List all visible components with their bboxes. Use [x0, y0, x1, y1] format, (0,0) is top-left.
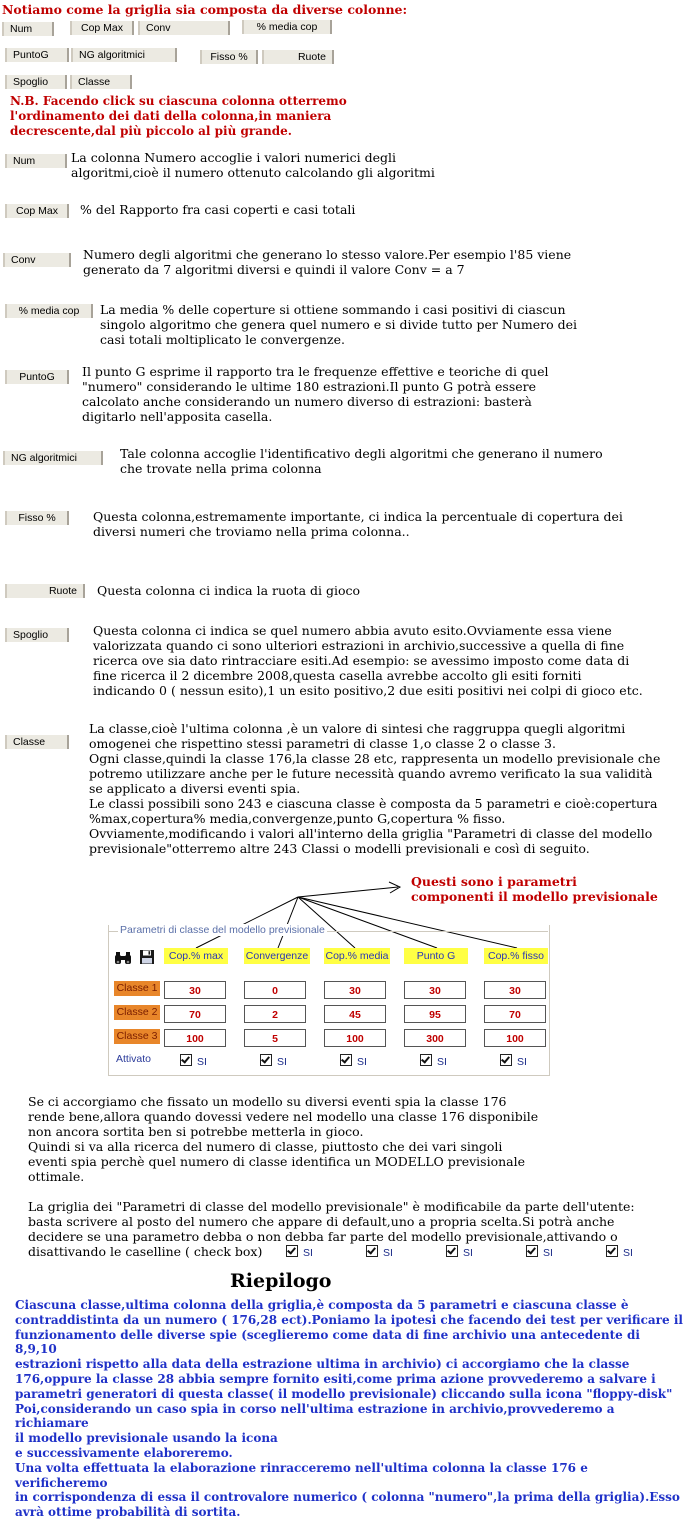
desc-cop-max: % del Rapporto fra casi coperti e casi totali — [80, 202, 356, 217]
label-classe: Classe — [5, 735, 69, 749]
classe-2-cop-max[interactable]: 70 — [164, 1005, 226, 1023]
classe-2-label: Classe 2 — [114, 1005, 160, 1020]
intro-title: Notiamo come la griglia sia composta da diverse colonne: — [2, 2, 408, 17]
classe-1-cop-fisso[interactable]: 30 — [484, 981, 546, 999]
header-ng-alg[interactable]: NG algoritmici — [71, 48, 177, 62]
label-num: Num — [5, 154, 67, 168]
classe-1-punto-g[interactable]: 30 — [404, 981, 466, 999]
classe-3-convergenze[interactable]: 5 — [244, 1029, 306, 1047]
floppy-disk-icon[interactable] — [139, 949, 155, 965]
param-header-cop-media: Cop.% media — [325, 950, 389, 962]
classe-2-cop-media[interactable]: 45 — [324, 1005, 386, 1023]
explanation-paragraph-2: La griglia dei "Parametri di classe del modello previsionale" è modificabile da parte dell'utente: basta scrivere al posto del numero che appare di default,uno a propria scelta.Si potrà anche decidere se una parametro debba o non debba far parte del modello previsionale,attivando o disattivando le caselline ( check box) — [28, 1199, 635, 1259]
checkbox-icon — [366, 1245, 378, 1257]
classe-2-punto-g[interactable]: 95 — [404, 1005, 466, 1023]
header-num[interactable]: Num — [2, 22, 54, 36]
header-conv[interactable]: Conv — [138, 21, 230, 35]
classe-1-label: Classe 1 — [114, 981, 160, 996]
header-classe[interactable]: Classe — [70, 75, 132, 89]
checkbox-icon — [500, 1054, 512, 1066]
classe-3-cop-fisso[interactable]: 100 — [484, 1029, 546, 1047]
label-ng-alg: NG algoritmici — [3, 451, 103, 465]
classe-1-cop-max[interactable]: 30 — [164, 981, 226, 999]
callout-text: Questi sono i parametri componenti il modello previsionale — [411, 874, 658, 904]
header-media-cop[interactable]: % media cop — [242, 20, 332, 34]
classe-1-cop-media[interactable]: 30 — [324, 981, 386, 999]
header-punto-g[interactable]: PuntoG — [5, 48, 69, 62]
param-header-convergenze: Convergenze — [245, 950, 309, 962]
checkbox-sample-2[interactable]: SI — [366, 1245, 393, 1259]
attivato-checkbox-cop-max[interactable]: SI — [180, 1054, 207, 1068]
summary-title: Riepilogo — [230, 1270, 332, 1292]
classe-3-cop-media[interactable]: 100 — [324, 1029, 386, 1047]
desc-fisso: Questa colonna,estremamente importante, ci indica la percentuale di copertura dei diversi numeri che troviamo nella prima colonna.. — [93, 509, 623, 539]
label-cop-max: Cop Max — [5, 204, 69, 218]
label-conv: Conv — [3, 253, 71, 267]
intro-note: N.B. Facendo click su ciascuna colonna otterremo l'ordinamento dei dati della colonna,in maniera decrescente,dal più piccolo al più grande. — [10, 94, 347, 138]
checkbox-sample-1[interactable]: SI — [286, 1245, 313, 1259]
label-ruote: Ruote — [5, 584, 85, 598]
summary-text: Ciascuna classe,ultima colonna della griglia,è composta da 5 parametri e ciascuna classe è contraddistinta da un numero ( 176,28 ect).Poniamo la ipotesi che facendo dei test per verificare il funzionamento delle diverse spie (sceglieremo come data di fine archivio una antecedente di 8,9,10 estrazioni rispetto alla data della estrazione ultima in archivio) ci accorgiamo che la classe 176,oppure la classe 28 abbia sempre fornito esiti,come prima azione provvederemo a salvare i parametri generatori di questa classe( il modello previsionale) cliccando sulla icona "floppy-disk" Poi,considerando un caso spia in corso nell'ultima estrazione in archivio,provvederemo a richiamare il modello previsionale usando la icona e successivamente elaboreremo. Una volta effettuata la elaborazione rinracceremo nell'ultima colonna la classe 176 e verificheremo in corrispondenza di essa il controvalore numerico ( colonna "numero",la prima della griglia).Esso avrà ottime probabilità di sortita. — [15, 1298, 683, 1520]
checkbox-icon — [260, 1054, 272, 1066]
checkbox-icon — [526, 1245, 538, 1257]
classe-1-convergenze[interactable]: 0 — [244, 981, 306, 999]
classe-2-cop-fisso[interactable]: 70 — [484, 1005, 546, 1023]
desc-spoglio: Questa colonna ci indica se quel numero abbia avuto esito.Ovviamente essa viene valorizzata quando ci sono ulteriori estrazioni in archivio,successive a quella di fine ricerca ove sia dato rintracciare esiti.Ad esempio: se avessimo imposto come data di fine ricerca il 2 dicembre 2008,questa casella avrebbe accolto gli esiti forniti indicando 0 ( nessun esito),1 un esito positivo,2 due esiti positivi nei colpi di gioco etc. — [93, 623, 643, 698]
params-panel-title: Parametri di classe del modello previsionale — [120, 924, 325, 936]
checkbox-sample-4[interactable]: SI — [526, 1245, 553, 1259]
checkbox-icon — [180, 1054, 192, 1066]
attivato-checkbox-cop-media[interactable]: SI — [340, 1054, 367, 1068]
label-punto-g: PuntoG — [5, 370, 69, 384]
binoculars-icon[interactable] — [114, 950, 132, 966]
attivato-checkbox-punto-g[interactable]: SI — [420, 1054, 447, 1068]
param-header-cop-fisso: Cop.% fisso — [484, 948, 548, 964]
label-media-cop: % media cop — [5, 304, 93, 318]
header-spoglio[interactable]: Spoglio — [5, 75, 67, 89]
desc-media-cop: La media % delle coperture si ottiene sommando i casi positivi di ciascun singolo algoritmo che genera quel numero e si divide tutto per Numero dei casi totali moltiplicato le convergenze. — [100, 302, 577, 347]
header-cop-max[interactable]: Cop Max — [70, 21, 134, 35]
checkbox-icon — [446, 1245, 458, 1257]
label-fisso: Fisso % — [5, 511, 69, 525]
desc-conv: Numero degli algoritmi che generano lo stesso valore.Per esempio l'85 viene generato da 7 algoritmi diversi e quindi il valore Conv = a 7 — [83, 247, 572, 277]
checkbox-icon — [340, 1054, 352, 1066]
desc-ng-alg: Tale colonna accoglie l'identificativo degli algoritmi che generano il numero che trovate nella prima colonna — [120, 446, 603, 476]
checkbox-sample-3[interactable]: SI — [446, 1245, 473, 1259]
attivato-checkbox-convergenze[interactable]: SI — [260, 1054, 287, 1068]
header-ruote[interactable]: Ruote — [262, 50, 334, 64]
checkbox-icon — [606, 1245, 618, 1257]
desc-classe: La classe,cioè l'ultima colonna ,è un valore di sintesi che raggruppa quegli algoritmi omogenei che rispettino stessi parametri di classe 1,o classe 2 o classe 3. Ogni classe,quindi la classe 176,la classe 28 etc, rappresenta un modello previsionale che potremo utilizzare anche per le future necessità quando avremo verificato la sua validità se applicato a diversi eventi spia. Le classi possibili sono 243 e ciascuna classe è composta da 5 parametri e cioè:copertura %max,copertura% media,convergenze,punto G,copertura % fisso. Ovviamente,modificando i valori all'interno della griglia "Parametri di classe del modello previsionale"otterremo altre 243 Classi o modelli previsionali e così di seguito. — [89, 721, 661, 856]
desc-ruote: Questa colonna ci indica la ruota di gioco — [97, 583, 361, 598]
classe-3-cop-max[interactable]: 100 — [164, 1029, 226, 1047]
classe-3-punto-g[interactable]: 300 — [404, 1029, 466, 1047]
desc-num: La colonna Numero accoglie i valori numerici degli algoritmi,cioè il numero ottenuto calcolando gli algoritmi — [71, 150, 435, 180]
classe-3-label: Classe 3 — [114, 1029, 160, 1044]
classe-2-convergenze[interactable]: 2 — [244, 1005, 306, 1023]
attivato-label: Attivato — [116, 1053, 152, 1065]
checkbox-icon — [286, 1245, 298, 1257]
explanation-paragraph-1: Se ci accorgiamo che fissato un modello su diversi eventi spia la classe 176 rende bene,allora quando dovessi vedere nel modello una classe 176 disponibile non ancora sortita ben si potrebbe metterla in gioco. Quindi si va alla ricerca del numero di classe, piuttosto che dei vari singoli eventi spia perchè quel numero di classe identifica un MODELLO previsionale ottimale. — [28, 1094, 539, 1184]
param-header-cop-max: Cop.% max — [164, 948, 228, 964]
checkbox-icon — [420, 1054, 432, 1066]
desc-punto-g: Il punto G esprime il rapporto tra le frequenze effettive e teoriche di quel "numero" considerando le ultime 180 estrazioni.Il punto G potrà essere calcolato anche considerando un numero diverso di estrazioni: basterà digitarlo nell'apposita casella. — [82, 364, 549, 424]
header-fisso[interactable]: Fisso % — [200, 50, 258, 64]
checkbox-sample-5[interactable]: SI — [606, 1245, 633, 1259]
param-header-punto-g: Punto G — [404, 948, 468, 964]
attivato-checkbox-cop-fisso[interactable]: SI — [500, 1054, 527, 1068]
label-spoglio: Spoglio — [5, 628, 69, 642]
